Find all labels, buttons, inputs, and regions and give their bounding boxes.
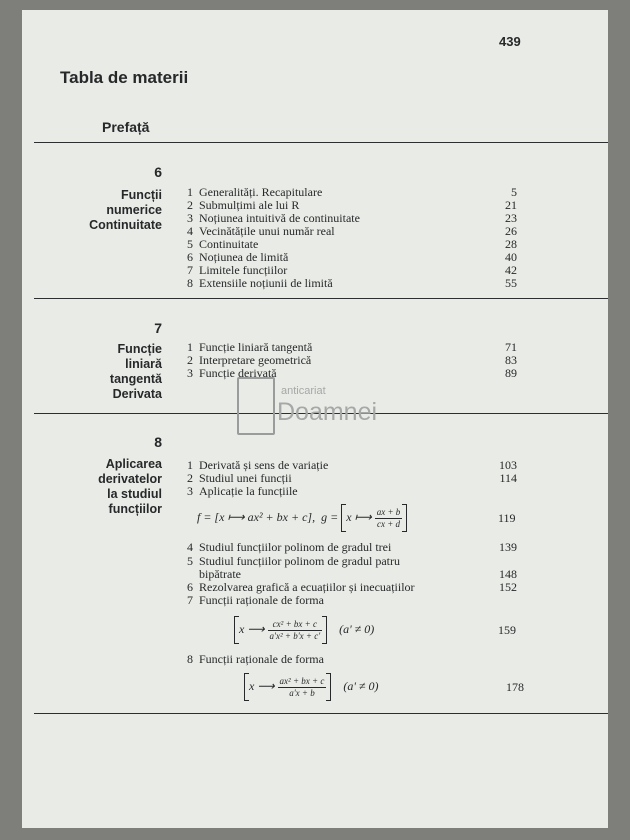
- watermark-icon: [237, 377, 275, 435]
- chapter-number: 7: [154, 320, 162, 336]
- formula-fg: f = [x ⟼ ax² + bx + c], g = x ⟼ $\frac{ax + b}{cx + d}$: [197, 504, 407, 532]
- toc-entry: 2 Studiul unei funcții 114: [187, 471, 517, 485]
- divider: [34, 142, 608, 143]
- toc-entry: 1 Derivată și sens de variație 103: [187, 458, 517, 472]
- toc-entry: 8 Funcții raționale de forma: [187, 652, 324, 666]
- toc-entry: 1 Generalități. Recapitulare 5: [187, 185, 517, 199]
- toc-entry: 2 Interpretare geometrică 83: [187, 353, 517, 367]
- formula-rational-2: x ⟶ $\frac{\text{ax² + bx + c}}{a'x + b}$ (a' ≠ 0): [244, 673, 379, 701]
- book-page: [22, 10, 608, 828]
- chapter-title: Funcții numerice Continuitate: [89, 188, 162, 232]
- toc-entry: 1 Funcție liniară tangentă 71: [187, 340, 517, 354]
- toc-entry: 6 Noțiunea de limită 40: [187, 250, 517, 264]
- toc-entry: 7 Funcții raționale de forma: [187, 593, 324, 607]
- toc-page: 119: [498, 511, 516, 525]
- toc-entry: 2 Submulțimi ale lui R 21: [187, 198, 517, 212]
- watermark-small-text: anticariat: [281, 385, 326, 397]
- toc-entry: 5 Continuitate 28: [187, 237, 517, 251]
- toc-entry: 3 Aplicație la funcțiile: [187, 484, 298, 498]
- toc-entry: 8 Extensiile noțiunii de limită 55: [187, 276, 517, 290]
- chapter-number: 8: [154, 434, 162, 450]
- toc-entry: 4 Studiul funcțiilor polinom de gradul trei 139: [187, 540, 517, 554]
- toc-entry: bipătrate 148: [199, 567, 517, 581]
- watermark-big-text: Doamnei: [277, 398, 378, 426]
- divider: [34, 713, 608, 714]
- chapter-number: 6: [154, 164, 162, 180]
- toc-page: 159: [498, 623, 516, 637]
- chapter-title: Aplicarea derivatelor la studiul funcțiilor: [98, 457, 162, 516]
- toc-entry: 6 Rezolvarea grafică a ecuațiilor și inecuațiilor 152: [187, 580, 517, 594]
- page-number: 439: [499, 34, 521, 49]
- page-title: Tabla de materii: [60, 68, 189, 87]
- toc-entry: 3 Funcție derivată 89: [187, 366, 517, 380]
- toc-entry: 3 Noțiunea intuitivă de continuitate 23: [187, 211, 517, 225]
- toc-entry: 7 Limitele funcțiilor 42: [187, 263, 517, 277]
- toc-entry: 4 Vecinătățile unui număr real 26: [187, 224, 517, 238]
- divider: [34, 298, 608, 299]
- watermark-logo: [237, 377, 427, 437]
- formula-rational-1: x ⟶ $\frac{\text{cx² + bx + c}}{\text{a'x² + b'x + c'}}$ (a' ≠ 0): [234, 616, 374, 644]
- chapter-title: Funcție liniară tangentă Derivata: [109, 342, 162, 401]
- toc-page: 178: [506, 680, 524, 694]
- toc-entry: 5 Studiul funcțiilor polinom de gradul patru: [187, 554, 400, 568]
- preface-heading: Prefață: [102, 119, 150, 135]
